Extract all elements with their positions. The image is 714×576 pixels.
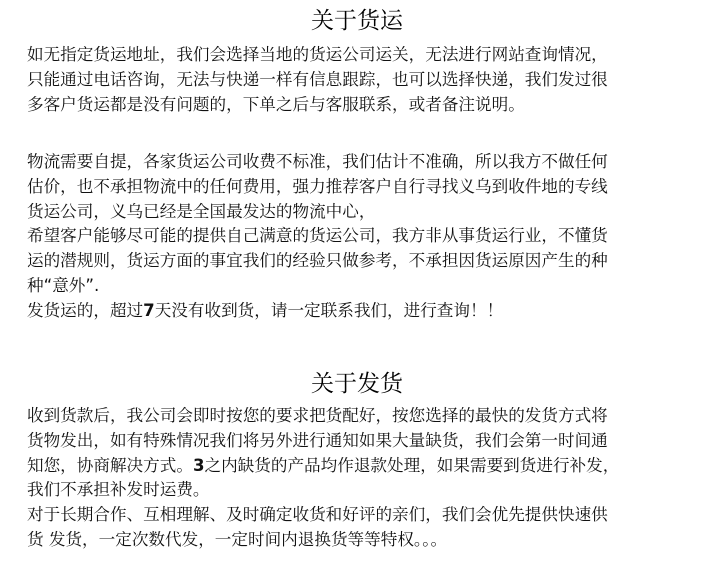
text-line: 对于长期合作、互相理解、及时确定收货和好评的亲们，我们会优先提供快速供 <box>27 505 608 525</box>
section-title-shipping-freight: 关于货运 <box>311 8 403 34</box>
text-line: 多客户货运都是没有问题的，下单之后与客服联系，或者备注说明。 <box>27 94 525 114</box>
shortage-line <box>27 454 714 479</box>
text-line: 希望客户能够尽可能的提供自己满意的货运公司，我方非从事货运行业，不懂货 <box>27 226 608 246</box>
dispatch-paragraph <box>27 404 714 553</box>
notice-text-after: 天没有收到货，请一定联系我们，进行查询！！ <box>154 300 504 320</box>
notice-text-before: 发货运的，超过 <box>27 300 144 320</box>
freight-intro-paragraph <box>27 43 714 117</box>
notice-days-number: 7 <box>143 300 155 320</box>
shortage-text-before: 知您，协商解决方式。 <box>27 455 193 475</box>
text-line: 运的潜规则，货运方面的事宜我们的经验只做参考，不承担因货运原因产生的种 <box>27 251 608 271</box>
freight-logistics-paragraph <box>27 150 714 324</box>
shortage-days-number: 3 <box>192 455 205 475</box>
text-line: 我们不承担补发时运费。 <box>27 480 210 500</box>
text-line: 如无指定货运地址，我们会选择当地的货运公司运关，无法进行网站查询情况， <box>27 45 608 64</box>
text-line: 只能通过电话咨询，无法与快递一样有信息跟踪，也可以选择快递，我们发过很 <box>27 69 608 89</box>
text-line: 种“意外”. <box>27 275 100 295</box>
text-line: 货运公司，义乌已经是全国最发达的物流中心， <box>27 201 376 221</box>
text-line: 货 发货，一定次数代发，一定时间内退换货等等特权。。。 <box>27 529 448 549</box>
section-title-dispatch: 关于发货 <box>311 371 403 397</box>
text-line: 物流需要自提，各家货运公司收费不标准，我们估计不准确，所以我方不做任何 <box>27 152 608 171</box>
shortage-text-after: 之内缺货的产品均作退款处理，如果需要到货进行补发， <box>204 455 620 475</box>
text-line: 货物发出，如有特殊情况我们将另外进行通知如果大量缺货，我们会第一时间通 <box>27 430 608 450</box>
text-line: 收到货款后，我公司会即时按您的要求把货配好，按您选择的最快的发货方式将 <box>27 406 608 425</box>
text-line: 估价，也不承担物流中的任何费用，强力推荐客户自行寻找义乌到收件地的专线 <box>27 176 608 196</box>
freight-notice-line <box>27 299 714 324</box>
